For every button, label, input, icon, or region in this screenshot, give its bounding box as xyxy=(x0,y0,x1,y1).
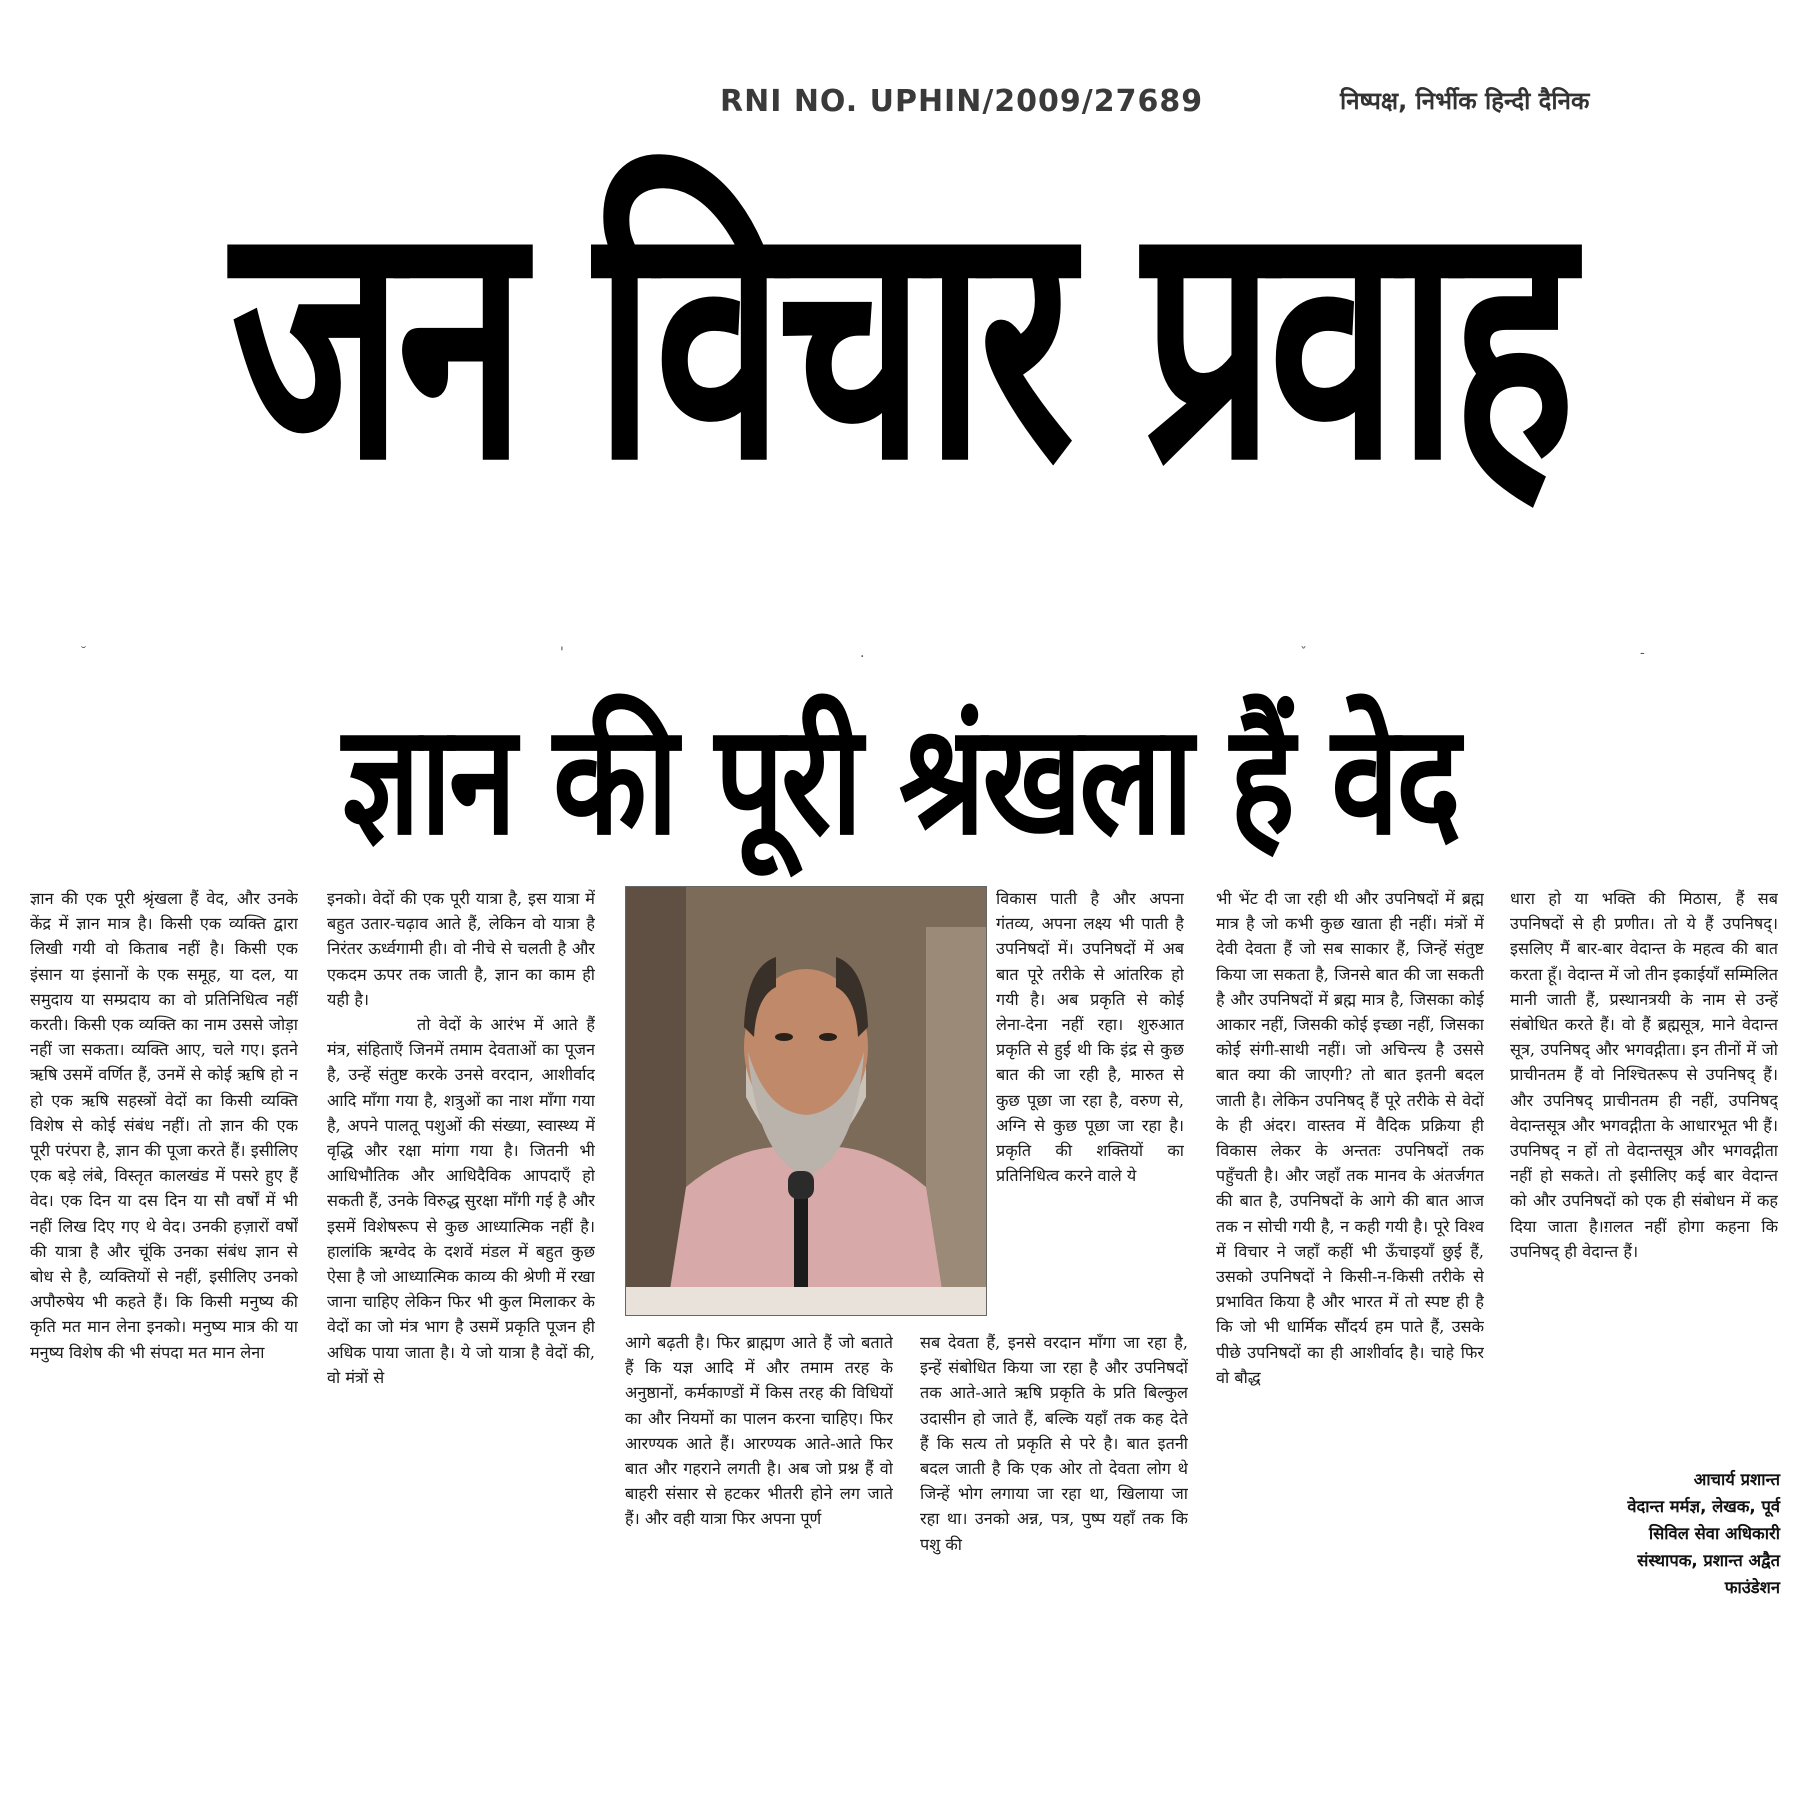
tagline: निष्पक्ष, निर्भीक हिन्दी दैनिक xyxy=(1340,87,1590,115)
column-text: विकास पाती है और अपना गंतव्य, अपना लक्ष्य भी पाती है उपनिषदों में। उपनिषदों में अब बात पूरे तरीके से आंतरिक हो गयी है। अब प्रकृति से कोई लेना-देना नहीं रहा। शुरुआत प्रकृति से हुई थी कि इंद्र से कुछ बात की जा रही है, मारुत से कुछ पूछा जा रहा है, वरुण से, अग्नि से कुछ पूछा जा रहा है। प्रकृति की शक्तियों का प्रतिनिधित्व करने वाले ये xyxy=(996,889,1184,1186)
author-title: संस्थापक, प्रशान्त अद्वैत xyxy=(1637,1551,1780,1570)
article-column-1 xyxy=(30,886,298,1716)
article-column-3a xyxy=(996,886,1184,1316)
column-text: इनको। वेदों की एक पूरी यात्रा है, इस यात्रा में बहुत उतार-चढ़ाव आते हैं, लेकिन वो यात्रा है निरंतर ऊर्ध्वगामी ही। वो नीचे से चलती है और एकदम ऊपर तक जाती है, ज्ञान का काम ही यही है। xyxy=(327,889,595,1009)
rni-number: RNI NO. UPHIN/2009/27689 xyxy=(720,84,1204,119)
newspaper-masthead: जन विचार प्रवाह xyxy=(230,149,1570,533)
article-column-4 xyxy=(920,1330,1188,1716)
author-photo xyxy=(625,886,987,1316)
column-text: सब देवता हैं, इनसे वरदान माँगा जा रहा है, इन्हें संबोधित किया जा रहा है और उपनिषदों तक आते-आते ऋषि प्रकृति के प्रति बिल्कुल उदासीन हो जाते हैं, बल्कि यहाँ तक कह देते हैं कि सत्य तो प्रकृति से परे है। बात इतनी बदल जाती है कि एक ओर तो देवता लोग थे जिन्हें भोग लगाया जा रहा था, खिलाया जा रहा था। उनको अन्न, पत्र, पुष्प यहाँ तक कि पशु की xyxy=(920,1333,1188,1554)
article-column-6 xyxy=(1510,886,1778,1456)
article-column-5 xyxy=(1216,886,1484,1716)
column-text: ज्ञान की एक पूरी श्रृंखला हैं वेद, और उनके केंद्र में ज्ञान मात्र है। किसी एक व्यक्ति द्वारा लिखी गयी वो किताब नहीं है। किसी एक इंसान या इंसानों के एक समूह, या दल, या समुदाय या सम्प्रदाय का वो प्रतिनिधित्व नहीं करती। किसी एक व्यक्ति का नाम उससे जोड़ा नहीं जा सकता। व्यक्ति आए, चले गए। इतने ऋषि उसमें वर्णित हैं, उनमें से कोई ऋषि हो न हो एक ऋषि सहस्त्रों वेदों का किसी व्यक्ति विशेष से कोई संबंध नहीं। तो ज्ञान की एक पूरी परंपरा है, ज्ञान की पूजा करते हैं। इसीलिए एक बड़े लंबे, विस्तृत कालखंड में पसरे हुए हैं वेद। एक दिन या दस दिन या सौ वर्षों में भी नहीं लिख दिए गए थे वेद। उनकी हज़ारों वर्षों की यात्रा है और चूंकि उनका संबंध ज्ञान से बोध से है, व्यक्तियों से नहीं, इसीलिए उनको अपौरुषेय भी कहते हैं। कि किसी मनुष्य की कृति मत मान लेना इनको। मनुष्य मात्र की या मनुष्य विशेष की भी संपदा मत मान लेना xyxy=(30,889,298,1362)
column-text: आगे बढ़ती है। फिर ब्राह्मण आते हैं जो बताते हैं कि यज्ञ आदि में और तमाम तरह के अनुष्ठानों, कर्मकाण्डों में किस तरह की विधियों का और नियमों का पालन करना चाहिए। फिर आरण्यक आते हैं। आरण्यक आते-आते फिर बात और गहराने लगती है। अब जो प्रश्न हैं वो बाहरी संसार से हटकर भीतरी होने लग जाते हैं। और वही यात्रा फिर अपना पूर्ण xyxy=(625,1333,893,1529)
author-title: सिविल सेवा अधिकारी xyxy=(1648,1524,1780,1543)
column-text: तो वेदों के आरंभ में आते हैं मंत्र, संहिताएँ जिनमें तमाम देवताओं का पूजन है, उन्हें संतुष्ट करके उनसे वरदान, आशीर्वाद आदि माँगा गया है, शत्रुओं का नाश माँगा गया है, अपने पालतू पशुओं की संख्या, स्वास्थ्य में वृद्धि और रक्षा मांगा गया है। जितनी भी आधिभौतिक और आधिदैविक आपदाएँ हो सकती हैं, उनके विरुद्ध सुरक्षा माँगी गई है और इसमें विशेषरूप से कुछ आध्यात्मिक नहीं है। हालांकि ऋग्वेद के दशवें मंडल में बहुत कुछ ऐसा है जो आध्यात्मिक काव्य की श्रेणी में रखा जाना चाहिए लेकिन फिर भी कुल मिलाकर के वेदों का जो मंत्र भाग है उसमें प्रकृति पूजन ही अधिक पाया जाता है। ये जो यात्रा है वेदों की, वो मंत्रों से xyxy=(327,1015,595,1387)
column-text: भी भेंट दी जा रही थी और उपनिषदों में ब्रह्म मात्र है जो कभी कुछ खाता ही नहीं। मंत्रों में देवी देवता हैं जो सब साकार हैं, जिन्हें संतुष्ट किया जा सकता है, जिनसे बात की जा सकती है और उपनिषदों में ब्रह्म मात्र है, जिसका कोई आकार नहीं, जिसकी कोई इच्छा नहीं, जिसका कोई संगी-साथी नहीं। जो अचिन्त्य है उससे बात क्या की जाएगी? तो बात इतनी बदल जाती है। लेकिन उपनिषद् हैं पूरे तरीके से वेदों के ही अंदर। वास्तव में वैदिक प्रक्रिया ही विकास लेकर के अन्ततः उपनिषदों तक पहुँचती है। और जहाँ तक मानव के अंतर्जगत की बात है, उपनिषदों के आगे की बात आज तक न सोची गयी है, न कही गयी है। पूरे विश्व में विचार ने जहाँ कहीं भी ऊँचाइयाँ छुई हैं, उसको उपनिषदों ने किसी-न-किसी तरीके से प्रभावित किया है और भारत में तो स्पष्ट ही है कि जो भी धार्मिक सौंदर्य हम पाते हैं, उसके पीछे उपनिषदों का ही आशीर्वाद है। चाहे फिर वो बौद्ध xyxy=(1216,889,1484,1387)
column-rule-marks: ˘ ' . ˇ - xyxy=(80,645,1645,661)
article-column-2 xyxy=(327,886,595,1716)
author-name: आचार्य प्रशान्त xyxy=(1693,1470,1780,1489)
author-title: वेदान्त मर्मज्ञ, लेखक, पूर्व xyxy=(1627,1497,1780,1516)
author-signature xyxy=(1520,1466,1780,1601)
article-column-3b xyxy=(625,1330,893,1716)
author-title: फाउंडेशन xyxy=(1724,1578,1780,1597)
column-text: धारा हो या भक्ति की मिठास, हैं सब उपनिषदों से ही प्रणीत। तो ये हैं उपनिषद्। इसलिए मैं बार-बार वेदान्त के महत्व की बात करता हूँ। वेदान्त में जो तीन इकाईयाँ सम्मिलित मानी जाती हैं, प्रस्थानत्रयी के नाम से उन्हें संबोधित करते हैं। वो हैं ब्रह्मसूत्र, माने वेदान्त सूत्र, उपनिषद् और भगवद्गीता। इन तीनों में जो प्राचीनतम हैं वो निश्चितरूप से उपनिषद् हैं। और उपनिषद् प्राचीनतम ही नहीं, उपनिषद् वेदान्तसूत्र और भगवद्गीता के आधारभूत भी हैं। उपनिषद् न हों तो वेदान्तसूत्र और भगवद्गीता नहीं हो सकते। तो इसीलिए कई बार वेदान्त को और उपनिषदों को एक ही संबोधन में कह दिया जाता है।ग़लत नहीं होगा कहना कि उपनिषद् ही वेदान्त हैं। xyxy=(1510,889,1778,1261)
article-headline: ज्ञान की पूरी श्रंखला हैं वेद xyxy=(342,691,1458,869)
